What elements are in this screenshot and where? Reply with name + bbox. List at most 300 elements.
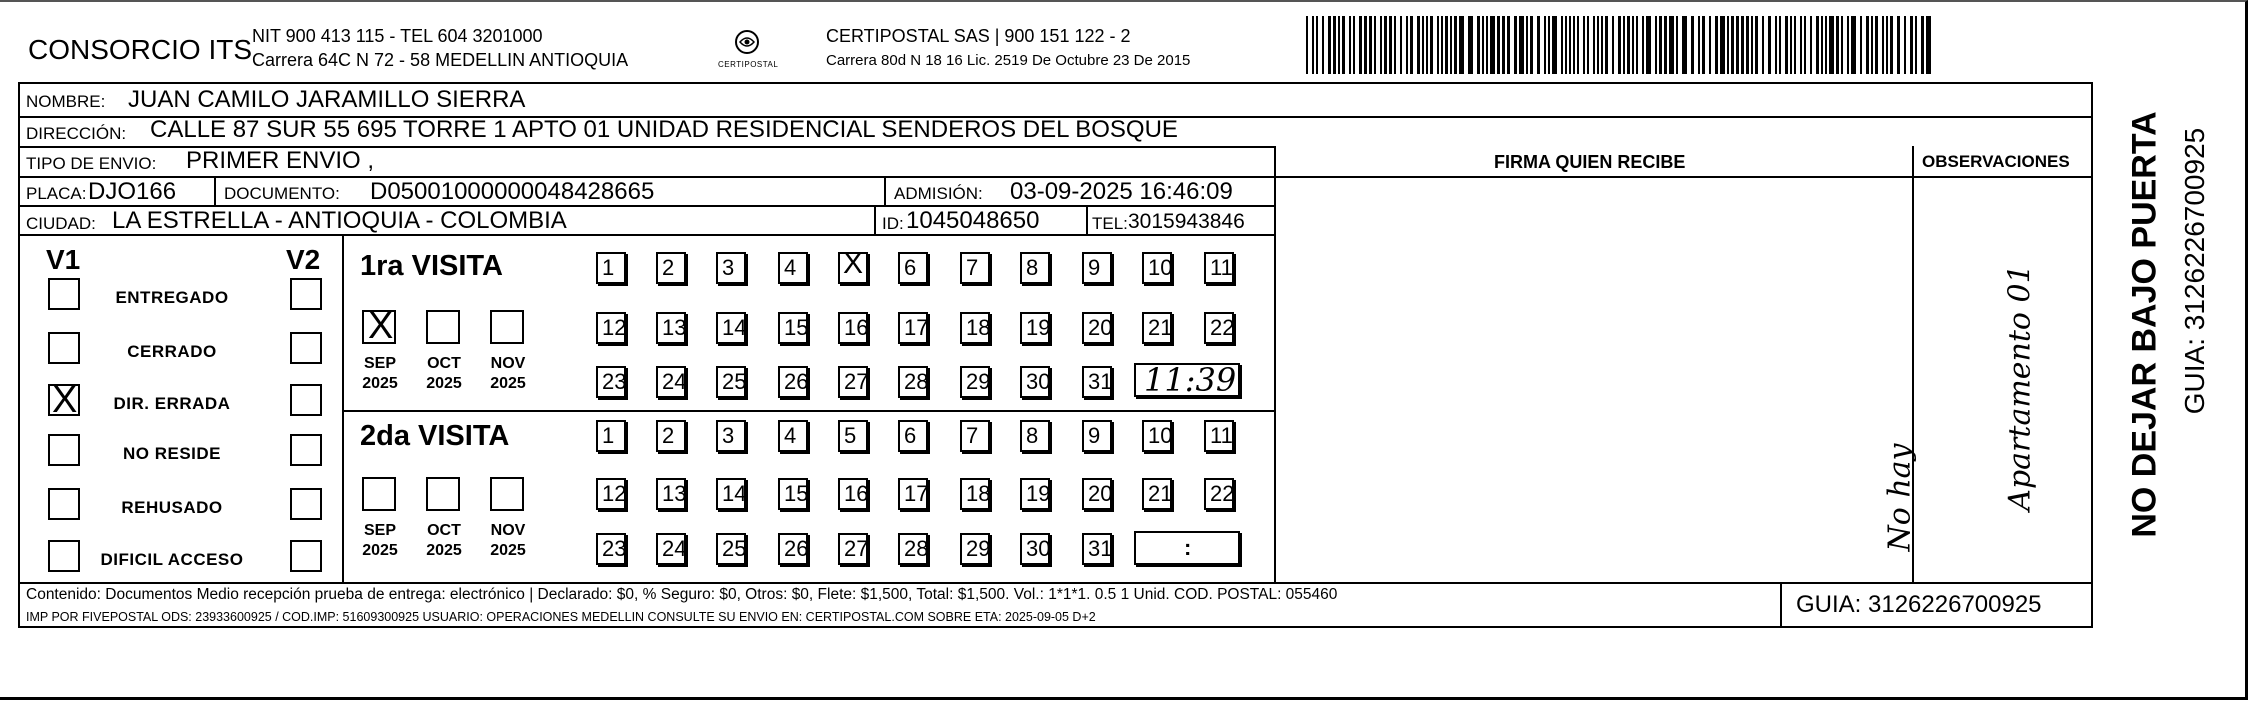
- status-label: NO RESIDE: [122, 444, 222, 463]
- footer-imp: IMP POR FIVEPOSTAL ODS: 23933600925 / COD.IMP: 51609300925 USUARIO: OPERACIONES MEDELLIN CONSULTE SU ENVIO EN: CERTIPOSTAL.COM SOBRE ETA: 2025-09-05 D+2: [26, 610, 1096, 624]
- v1-label: V1: [46, 244, 81, 275]
- barcode-bar: [1459, 16, 1464, 74]
- status-label: REHUSADO: [121, 498, 223, 517]
- barcode-bar: [1577, 16, 1579, 74]
- barcode-bar: [1632, 16, 1634, 74]
- day-box[interactable]: [1082, 533, 1112, 565]
- id-value: 1045048650: [906, 207, 1040, 234]
- day-number: 12: [602, 315, 627, 340]
- barcode-bar: [1866, 16, 1869, 74]
- barcode-bar: [1342, 16, 1345, 74]
- barcode-bar: [1328, 16, 1331, 74]
- barcode-bar: [1601, 16, 1603, 74]
- barcode-bar: [1394, 16, 1396, 74]
- name-label: NOMBRE:: [26, 92, 106, 111]
- barcode-bar: [1829, 16, 1834, 74]
- day-number: 26: [784, 369, 809, 394]
- barcode-bar: [1333, 16, 1336, 74]
- visit1-time-box[interactable]: [1134, 363, 1240, 397]
- barcode-bar: [1573, 16, 1575, 74]
- v2-checkbox[interactable]: [290, 384, 322, 416]
- day-box[interactable]: [898, 533, 928, 565]
- day-number: 9: [1088, 255, 1101, 280]
- day-box[interactable]: [960, 366, 990, 398]
- day-box[interactable]: [960, 478, 990, 510]
- barcode-bar: [1715, 16, 1718, 74]
- shipment-type-label: TIPO DE ENVIO:: [26, 154, 157, 173]
- day-box[interactable]: [1142, 312, 1172, 344]
- day-box[interactable]: [838, 478, 868, 510]
- barcode-bar: [1646, 16, 1651, 74]
- plate-label: PLACA:: [26, 184, 87, 203]
- barcode-bar: [1751, 16, 1753, 74]
- v2-checkbox[interactable]: [290, 278, 322, 310]
- day-box[interactable]: [778, 420, 808, 452]
- month-checkbox-nov[interactable]: [490, 310, 524, 344]
- city-value: LA ESTRELLA - ANTIOQUIA - COLOMBIA: [112, 207, 567, 234]
- day-number: 17: [904, 315, 929, 340]
- observations-handwritten-no-hay: No hay: [1882, 443, 1918, 552]
- document-value: D05001000000048428665: [370, 178, 655, 205]
- day-box[interactable]: [656, 252, 686, 284]
- barcode-bar: [1468, 16, 1473, 74]
- barcode-bar: [1669, 16, 1674, 74]
- day-number: 3: [722, 423, 735, 448]
- day-number: 1: [602, 423, 615, 448]
- barcode-bar: [1312, 16, 1314, 74]
- day-number: 31: [1088, 369, 1113, 394]
- day-number: 6: [904, 423, 917, 448]
- day-number: 9: [1088, 423, 1101, 448]
- day-number: 27: [844, 536, 869, 561]
- month-checkbox-oct[interactable]: [426, 477, 460, 511]
- certipostal-logo: [712, 28, 782, 72]
- barcode-bar: [1349, 16, 1351, 74]
- day-number: 13: [662, 315, 687, 340]
- barcode-bar: [1583, 16, 1585, 74]
- day-box[interactable]: [1082, 366, 1112, 398]
- day-number: 28: [904, 536, 929, 561]
- barcode-bar: [1825, 16, 1827, 74]
- day-box[interactable]: [898, 420, 928, 452]
- day-number: 15: [784, 315, 809, 340]
- day-number: 16: [844, 315, 869, 340]
- day-box[interactable]: [778, 366, 808, 398]
- day-number: 24: [662, 369, 687, 394]
- day-box[interactable]: [960, 252, 990, 284]
- day-number: 5: [844, 423, 857, 448]
- day-number: 28: [904, 369, 929, 394]
- barcode-bar: [1926, 16, 1931, 74]
- day-box[interactable]: [1082, 312, 1112, 344]
- barcode-bar: [1593, 16, 1595, 74]
- side-notice-block: [2105, 100, 2210, 560]
- day-box[interactable]: [1204, 420, 1234, 452]
- day-number: 11: [1210, 423, 1233, 448]
- day-box[interactable]: [596, 252, 626, 284]
- status-label: DIR. ERRADA: [113, 394, 231, 413]
- barcode-bar: [1353, 16, 1355, 74]
- barcode-bar: [1380, 16, 1382, 74]
- barcode-bar: [1860, 16, 1862, 74]
- barcode-bar: [1544, 16, 1546, 74]
- company-address: Carrera 64C N 72 - 58 MEDELLIN ANTIOQUIA: [252, 50, 629, 70]
- day-number: 2: [662, 255, 675, 280]
- day-box[interactable]: [898, 366, 928, 398]
- barcode-bar: [1502, 16, 1505, 74]
- barcode-bar: [1450, 16, 1452, 74]
- day-box[interactable]: [838, 420, 868, 452]
- day-number: 2: [662, 423, 675, 448]
- day-box[interactable]: [596, 420, 626, 452]
- barcode-bar: [1552, 16, 1557, 74]
- barcode-bar: [1441, 16, 1443, 74]
- v2-checkbox[interactable]: [290, 332, 322, 364]
- shipment-type: PRIMER ENVIO ,: [186, 147, 375, 174]
- status-label: DIFICIL ACCESO: [100, 550, 244, 569]
- barcode-bar: [1359, 16, 1362, 74]
- year-label: 2025: [362, 542, 398, 559]
- day-number: 7: [966, 255, 979, 280]
- day-box[interactable]: [1204, 478, 1234, 510]
- barcode-bar: [1477, 16, 1480, 74]
- barcode-bar: [1904, 16, 1906, 74]
- day-box[interactable]: [778, 533, 808, 565]
- barcode-bar: [1875, 16, 1878, 74]
- day-number: 14: [722, 481, 747, 506]
- v2-checkbox[interactable]: [290, 488, 322, 520]
- footer-contents: Contenido: Documentos Medio recepción prueba de entrega: electrónico | Declarado: $0, % Seguro: $0, Otros: $0, Flete: $1,500, Total: $1,500. Vol.: 1*1*1. 0.5 1 Unid. COD. POSTAL: 055460: [26, 586, 1338, 603]
- day-box[interactable]: [838, 366, 868, 398]
- day-number: 30: [1026, 536, 1051, 561]
- month-checkbox-sep[interactable]: [362, 305, 396, 347]
- logo-text: CERTIPOSTAL: [718, 60, 779, 69]
- day-number: 10: [1148, 423, 1173, 448]
- v2-label: V2: [286, 244, 321, 275]
- barcode-bar: [1682, 16, 1687, 74]
- barcode-bar: [1526, 16, 1528, 74]
- barcode-bar: [1804, 16, 1806, 74]
- barcode-bar: [1655, 16, 1657, 74]
- barcode-bar: [1890, 16, 1893, 74]
- barcode-bar: [1384, 16, 1387, 74]
- month-label: NOV: [490, 522, 526, 539]
- barcode-bar: [1720, 16, 1725, 74]
- barcode-bar: [1322, 16, 1324, 74]
- barcode-bar: [1316, 16, 1318, 74]
- tel-value: 3015943846: [1128, 210, 1245, 233]
- day-box[interactable]: [656, 478, 686, 510]
- day-box[interactable]: [656, 366, 686, 398]
- observations-handwritten-apartment: Apartamento 01: [2002, 264, 2038, 511]
- month-checkbox-nov[interactable]: [490, 477, 524, 511]
- day-box[interactable]: [838, 533, 868, 565]
- barcode-bar: [1816, 16, 1819, 74]
- day-box[interactable]: [596, 366, 626, 398]
- plate-value: DJO166: [88, 178, 177, 205]
- footer-guia: GUIA: 3126226700925: [1796, 591, 2042, 618]
- month-check-mark: X: [368, 305, 394, 347]
- barcode-bar: [1741, 16, 1744, 74]
- barcode-bar: [1627, 16, 1630, 74]
- barcode-bar: [1445, 16, 1448, 74]
- day-box[interactable]: [1020, 366, 1050, 398]
- day-box[interactable]: [1020, 533, 1050, 565]
- day-box[interactable]: [960, 420, 990, 452]
- barcode-bar: [1702, 16, 1705, 74]
- year-label: 2025: [362, 375, 398, 392]
- barcode-bar: [1779, 16, 1781, 74]
- observations-header: OBSERVACIONES: [1922, 152, 2070, 171]
- barcode-bar: [1587, 16, 1589, 74]
- barcode-bar: [1810, 16, 1812, 74]
- day-box[interactable]: [898, 252, 928, 284]
- barcode-bar: [1426, 16, 1428, 74]
- month-checkbox-sep[interactable]: [362, 477, 396, 511]
- day-box[interactable]: [1142, 478, 1172, 510]
- barcode-bar: [1548, 16, 1550, 74]
- barcode-bar: [1417, 16, 1420, 74]
- barcode-bar: [1790, 16, 1792, 74]
- v2-checkbox[interactable]: [290, 434, 322, 466]
- barcode-bar: [1389, 16, 1392, 74]
- barcode-bar: [1800, 16, 1802, 74]
- barcode-bar: [1882, 16, 1884, 74]
- visit1-title: 1ra VISITA: [360, 250, 503, 282]
- day-number: 10: [1148, 255, 1173, 280]
- barcode-bar: [1430, 16, 1433, 74]
- barcode-bar: [1636, 16, 1638, 74]
- barcode-bar: [1561, 16, 1563, 74]
- barcode-bar: [1306, 16, 1308, 74]
- barcode-bar: [1605, 16, 1608, 74]
- barcode-bar: [1454, 16, 1457, 74]
- day-box[interactable]: [716, 420, 746, 452]
- barcode-bar: [1755, 16, 1758, 74]
- barcode-bar: [1762, 16, 1764, 74]
- day-number: 4: [784, 423, 797, 448]
- day-box[interactable]: [1142, 252, 1172, 284]
- day-box[interactable]: [656, 312, 686, 344]
- month-label: SEP: [363, 522, 396, 539]
- admission-label: ADMISIÓN:: [894, 184, 983, 203]
- day-number: 17: [904, 481, 929, 506]
- day-number: 14: [722, 315, 747, 340]
- day-number: 25: [722, 369, 747, 394]
- day-number: 19: [1026, 481, 1051, 506]
- barcode-bar: [1519, 16, 1524, 74]
- day-number: 29: [966, 536, 991, 561]
- day-box[interactable]: [838, 247, 868, 284]
- day-box[interactable]: [596, 478, 626, 510]
- barcode-bar: [1727, 16, 1729, 74]
- day-box[interactable]: [898, 312, 928, 344]
- day-box[interactable]: [1020, 252, 1050, 284]
- day-number: 8: [1026, 255, 1039, 280]
- day-box[interactable]: [778, 312, 808, 344]
- month-checkbox-oct[interactable]: [426, 310, 460, 344]
- day-number: 15: [784, 481, 809, 506]
- id-label: ID:: [882, 214, 904, 233]
- admission-value: 03-09-2025 16:46:09: [1010, 178, 1233, 205]
- barcode-bar: [1886, 16, 1888, 74]
- barcode-bar: [1847, 16, 1849, 74]
- barcode-bar: [1400, 16, 1402, 74]
- day-box[interactable]: [1020, 478, 1050, 510]
- day-box[interactable]: [716, 478, 746, 510]
- barcode-bar: [1514, 16, 1517, 74]
- day-number: 20: [1088, 481, 1113, 506]
- day-box[interactable]: [716, 252, 746, 284]
- barcode-graphic: [1306, 16, 1936, 74]
- barcode-bar: [1565, 16, 1567, 74]
- barcode-bar: [1623, 16, 1625, 74]
- barcode-bar: [1794, 16, 1796, 74]
- barcode-bar: [1897, 16, 1900, 74]
- day-number: 25: [722, 536, 747, 561]
- signature-header: FIRMA QUIEN RECIBE: [1494, 152, 1686, 172]
- day-box[interactable]: [1082, 478, 1112, 510]
- day-box[interactable]: [1142, 420, 1172, 452]
- month-label: OCT: [427, 522, 461, 539]
- day-box[interactable]: [1082, 420, 1112, 452]
- day-number: 27: [844, 369, 869, 394]
- barcode-bar: [1597, 16, 1599, 74]
- barcode-bar: [1664, 16, 1667, 74]
- visit2-time-box[interactable]: [1134, 531, 1240, 565]
- day-number: 1: [602, 255, 615, 280]
- day-box[interactable]: [838, 312, 868, 344]
- barcode-bar: [1422, 16, 1424, 74]
- month-label: OCT: [427, 355, 461, 372]
- day-number: 30: [1026, 369, 1051, 394]
- tel-label: TEL:: [1092, 214, 1128, 233]
- barcode-bar: [1731, 16, 1734, 74]
- day-box[interactable]: [716, 312, 746, 344]
- barcode-bar: [1921, 16, 1924, 74]
- barcode-bar: [1406, 16, 1408, 74]
- carrier-license: Carrera 80d N 18 16 Lic. 2519 De Octubre 23 De 2015: [826, 52, 1191, 69]
- barcode-bar: [1851, 16, 1856, 74]
- day-number: 8: [1026, 423, 1039, 448]
- day-box[interactable]: [656, 420, 686, 452]
- day-number: 26: [784, 536, 809, 561]
- day-number: 29: [966, 369, 991, 394]
- day-number: 24: [662, 536, 687, 561]
- v1-check-mark: X: [52, 379, 78, 421]
- barcode-bar: [1537, 16, 1540, 74]
- day-box[interactable]: [960, 312, 990, 344]
- barcode-bar: [1841, 16, 1843, 74]
- barcode-bar: [1736, 16, 1739, 74]
- day-number: 11: [1210, 255, 1233, 280]
- barcode-bar: [1486, 16, 1488, 74]
- barcode-bar: [1676, 16, 1678, 74]
- day-number: 22: [1210, 481, 1235, 506]
- day-number: 12: [602, 481, 627, 506]
- status-label: CERRADO: [127, 342, 217, 361]
- barcode-bar: [1775, 16, 1777, 74]
- address-label: DIRECCIÓN:: [26, 124, 127, 143]
- month-label: SEP: [363, 355, 396, 372]
- barcode-bar: [1497, 16, 1500, 74]
- day-number: 23: [602, 369, 627, 394]
- day-number: 7: [966, 423, 979, 448]
- visit1-time-handwritten: 11:39: [1144, 361, 1237, 399]
- day-number: 23: [602, 536, 627, 561]
- carrier-name: CERTIPOSTAL SAS | 900 151 122 - 2: [826, 26, 1131, 46]
- barcode-bar: [1364, 16, 1367, 74]
- day-box[interactable]: [1020, 420, 1050, 452]
- day-box[interactable]: [596, 533, 626, 565]
- day-box[interactable]: [1204, 252, 1234, 284]
- barcode-bar: [1709, 16, 1711, 74]
- barcode-bar: [1338, 16, 1340, 74]
- day-number: 3: [722, 255, 735, 280]
- day-box[interactable]: [778, 478, 808, 510]
- month-label: NOV: [490, 355, 526, 372]
- barcode-bar: [1836, 16, 1839, 74]
- barcode-bar: [1569, 16, 1571, 74]
- barcode-bar: [1659, 16, 1662, 74]
- side-guia: GUIA: 3126226700925: [2179, 127, 2210, 415]
- day-number: 4: [784, 255, 797, 280]
- barcode-bar: [1915, 16, 1917, 74]
- document-label: DOCUMENTO:: [224, 184, 340, 203]
- day-check-mark: X: [843, 247, 864, 280]
- day-box[interactable]: [778, 252, 808, 284]
- year-label: 2025: [426, 375, 462, 392]
- barcode-bar: [1821, 16, 1823, 74]
- day-box[interactable]: [960, 533, 990, 565]
- v2-checkbox[interactable]: [290, 540, 322, 572]
- day-box[interactable]: [1020, 312, 1050, 344]
- day-number: 16: [844, 481, 869, 506]
- company-nit: NIT 900 413 115 - TEL 604 3201000: [252, 26, 543, 46]
- day-box[interactable]: [1082, 252, 1112, 284]
- barcode-bar: [1618, 16, 1621, 74]
- barcode-bar: [1642, 16, 1644, 74]
- day-box[interactable]: [716, 533, 746, 565]
- day-box[interactable]: [596, 312, 626, 344]
- barcode-bar: [1374, 16, 1376, 74]
- day-box[interactable]: [898, 478, 928, 510]
- day-number: 21: [1148, 315, 1173, 340]
- company-name: CONSORCIO ITS: [28, 34, 253, 65]
- do-not-leave-under-door-notice: NO DEJAR BAJO PUERTA: [2125, 111, 2164, 538]
- day-box[interactable]: [716, 366, 746, 398]
- barcode-bar: [1490, 16, 1495, 74]
- barcode-bar: [1507, 16, 1510, 74]
- barcode: [1306, 16, 1936, 74]
- day-box[interactable]: [1204, 312, 1234, 344]
- year-label: 2025: [490, 375, 526, 392]
- visit2-time-placeholder: :: [1184, 535, 1192, 560]
- day-box[interactable]: [656, 533, 686, 565]
- day-number: 13: [662, 481, 687, 506]
- day-number: 19: [1026, 315, 1051, 340]
- day-number: 31: [1088, 536, 1113, 561]
- barcode-bar: [1746, 16, 1749, 74]
- recipient-address: CALLE 87 SUR 55 695 TORRE 1 APTO 01 UNIDAD RESIDENCIAL SENDEROS DEL BOSQUE: [150, 116, 1178, 143]
- barcode-bar: [1871, 16, 1873, 74]
- barcode-bar: [1698, 16, 1700, 74]
- city-label: CIUDAD:: [26, 214, 96, 233]
- barcode-bar: [1369, 16, 1372, 74]
- status-label: ENTREGADO: [115, 288, 229, 307]
- barcode-bar: [1410, 16, 1413, 74]
- year-label: 2025: [490, 542, 526, 559]
